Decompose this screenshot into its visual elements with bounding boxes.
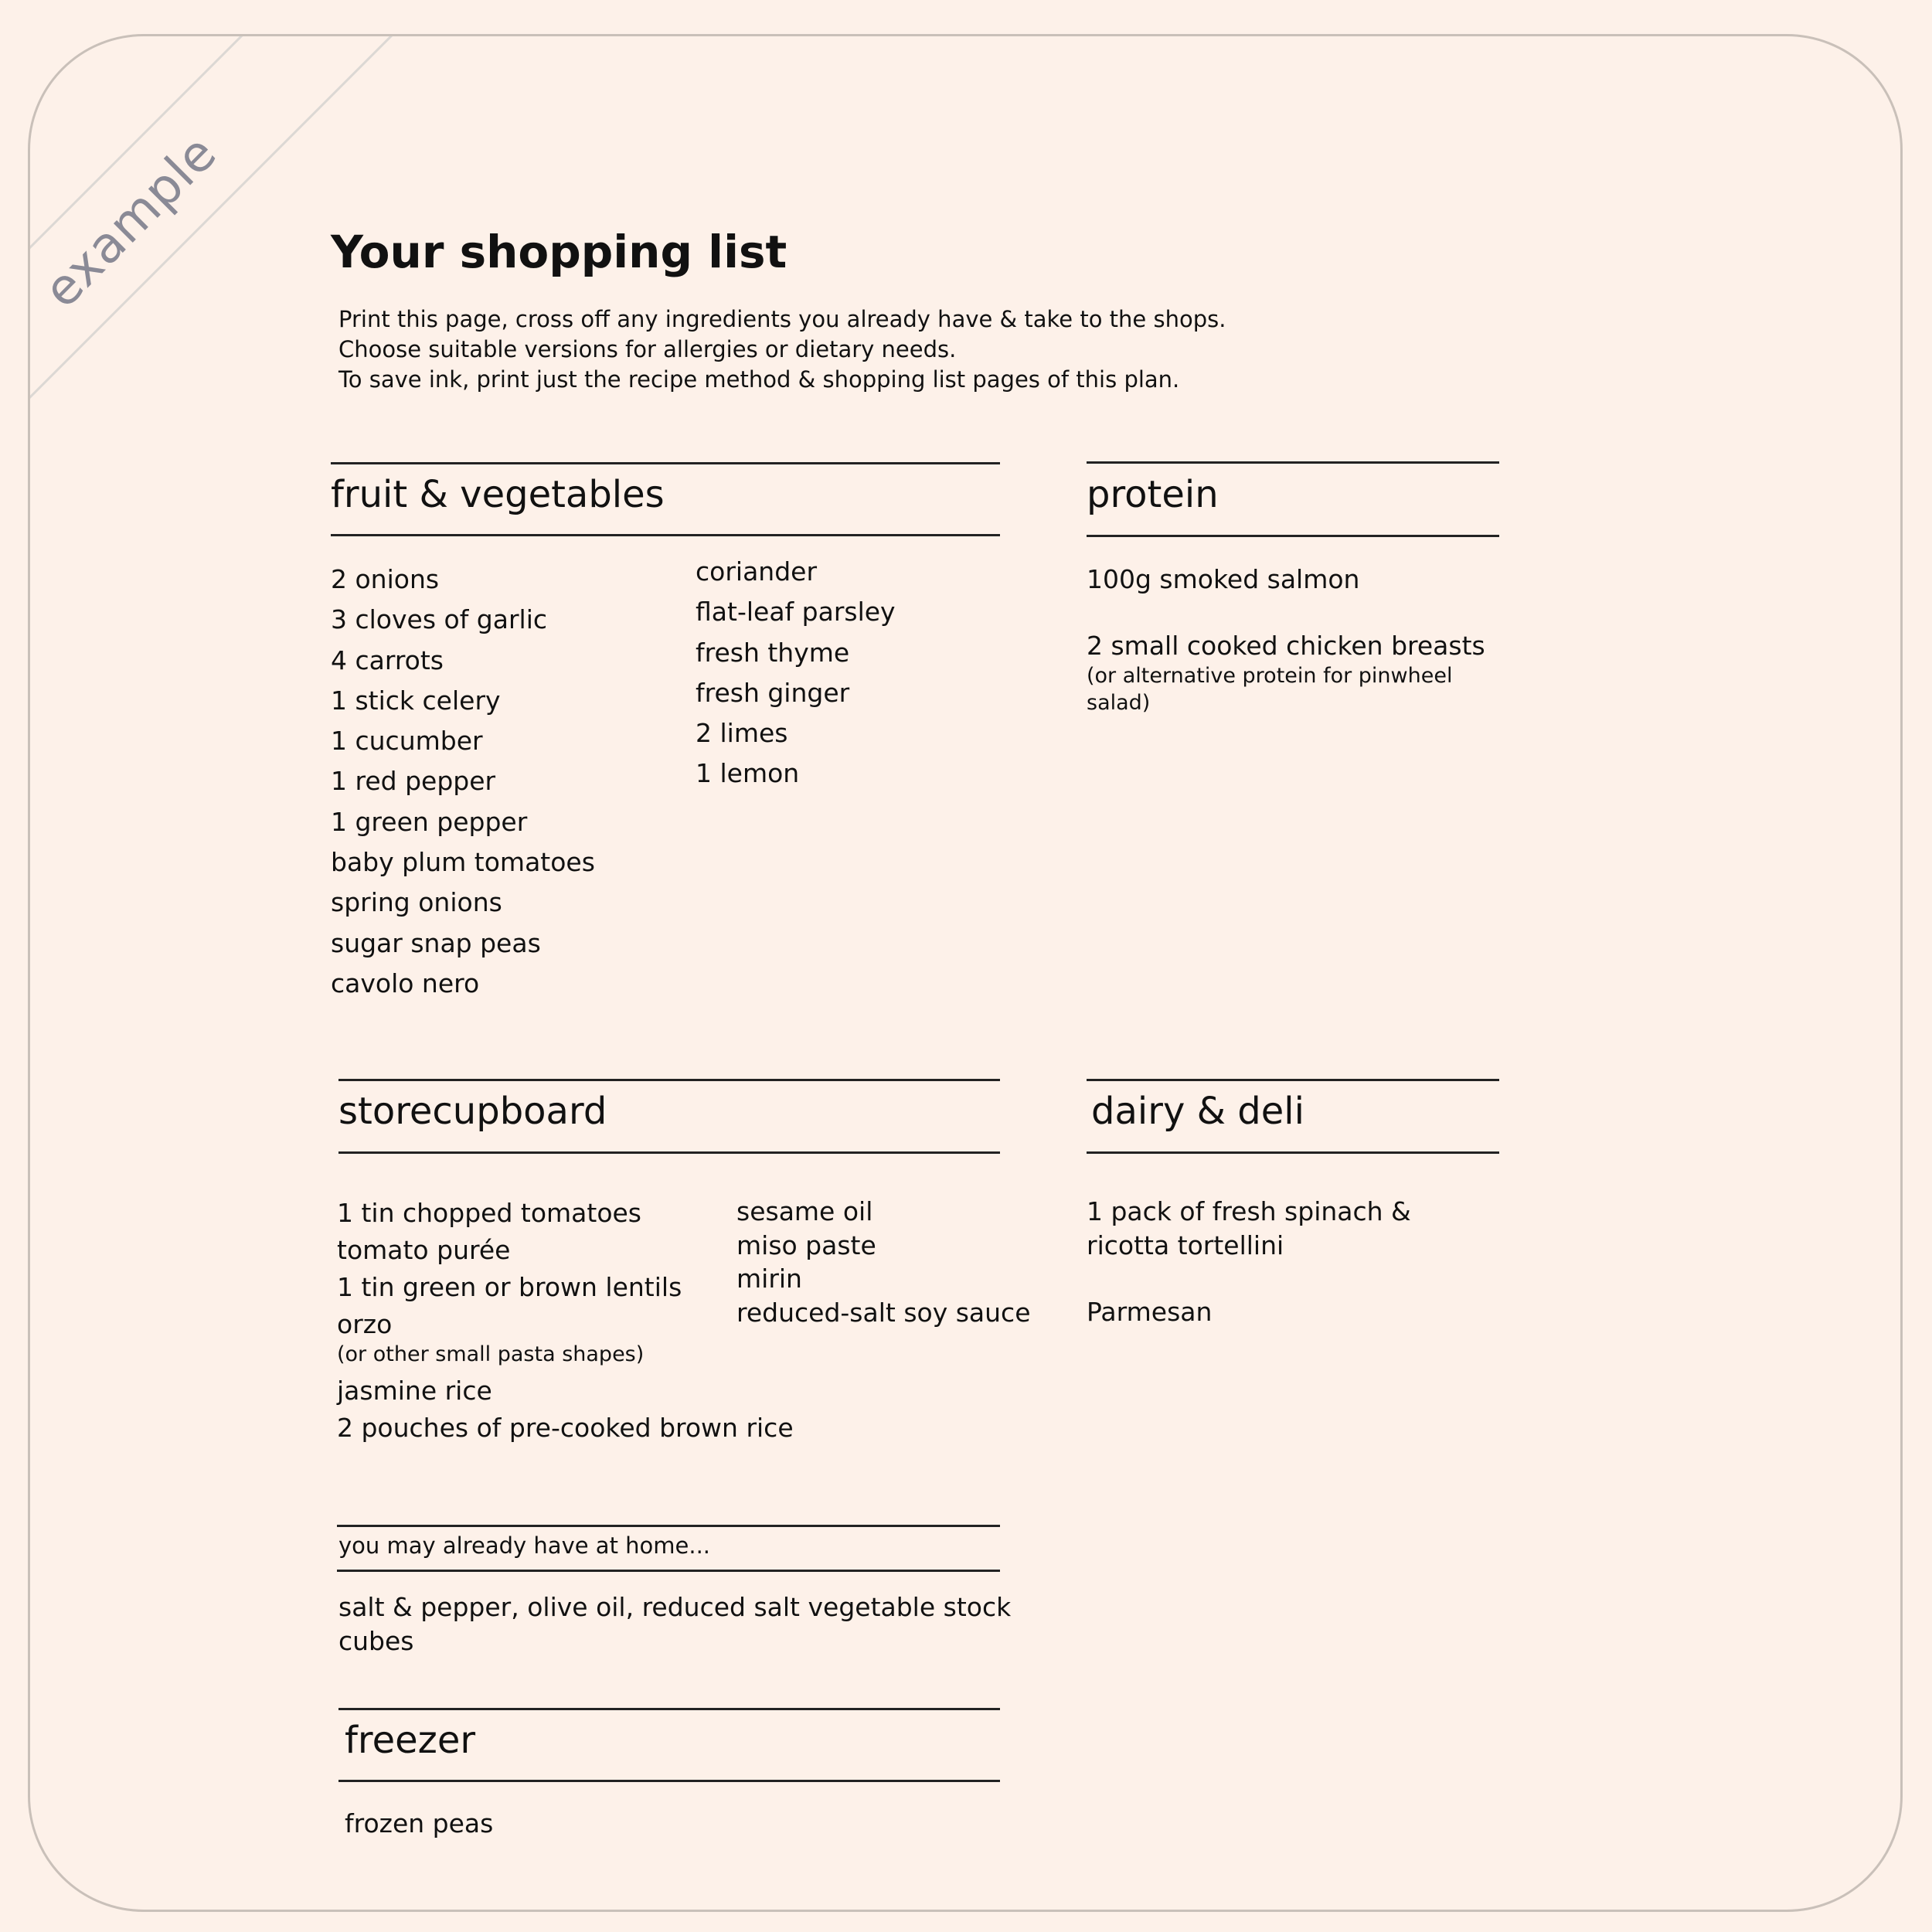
note-line: (or alternative protein for pinwheel bbox=[1087, 664, 1453, 688]
list-item: 3 cloves of garlic bbox=[331, 604, 548, 635]
list-item: 2 pouches of pre-cooked brown rice bbox=[337, 1413, 794, 1443]
list-item: 1 red pepper bbox=[331, 766, 496, 797]
section-heading-storecupboard: storecupboard bbox=[338, 1090, 607, 1133]
list-item: 2 onions bbox=[331, 564, 440, 594]
list-item: 1 green pepper bbox=[331, 806, 528, 837]
list-item: reduced-salt soy sauce bbox=[736, 1297, 1031, 1328]
divider bbox=[338, 1708, 1000, 1710]
section-heading-fruit-vegetables: fruit & vegetables bbox=[331, 473, 665, 516]
list-item: 1 tin green or brown lentils bbox=[337, 1272, 682, 1302]
intro-line: To save ink, print just the recipe method & shopping list pages of this plan. bbox=[338, 366, 1180, 393]
divider bbox=[338, 1780, 1000, 1782]
list-item: miso paste bbox=[736, 1230, 876, 1260]
list-item: 1 cucumber bbox=[331, 726, 483, 757]
list-item: spring onions bbox=[331, 887, 502, 918]
divider bbox=[338, 1151, 1000, 1154]
list-item: orzo bbox=[337, 1309, 393, 1339]
list-item: mirin bbox=[736, 1264, 802, 1294]
divider bbox=[1087, 535, 1499, 537]
list-item: flat-leaf parsley bbox=[696, 597, 896, 628]
section-heading-dairy-deli: dairy & deli bbox=[1091, 1090, 1304, 1133]
list-item: 4 carrots bbox=[331, 645, 444, 675]
list-item: 2 limes bbox=[696, 718, 788, 749]
item-line: salt & pepper, olive oil, reduced salt vegetable stock bbox=[338, 1592, 1012, 1622]
list-item: tomato purée bbox=[337, 1235, 511, 1265]
protein-item: 2 small cooked chicken breasts bbox=[1087, 631, 1485, 661]
fruit-veg-list-col1 bbox=[331, 560, 595, 1004]
storecupboard-list-col1 bbox=[337, 1195, 794, 1447]
watermark-text: example bbox=[32, 124, 229, 320]
list-item-note: (or other small pasta shapes) bbox=[337, 1342, 645, 1366]
divider bbox=[337, 1570, 1000, 1572]
page-title: Your shopping list bbox=[331, 226, 787, 278]
item-line: 1 pack of fresh spinach & bbox=[1087, 1196, 1411, 1226]
intro-line: Print this page, cross off any ingredients you already have & take to the shops. bbox=[338, 306, 1226, 332]
freezer-item: frozen peas bbox=[345, 1808, 494, 1838]
section-heading-freezer: freezer bbox=[345, 1719, 476, 1762]
storecupboard-list-col2 bbox=[736, 1195, 1031, 1329]
section-heading-protein: protein bbox=[1087, 473, 1219, 516]
note-line: salad) bbox=[1087, 691, 1151, 715]
list-item: coriander bbox=[696, 556, 818, 587]
intro-text bbox=[338, 304, 1226, 395]
divider bbox=[1087, 1151, 1499, 1154]
divider bbox=[338, 1079, 1000, 1081]
list-item: cavolo nero bbox=[331, 968, 480, 998]
divider bbox=[337, 1525, 1000, 1527]
list-item: fresh thyme bbox=[696, 637, 850, 668]
item-line: ricotta tortellini bbox=[1087, 1230, 1284, 1260]
list-item: sugar snap peas bbox=[331, 927, 541, 958]
dairy-item bbox=[1087, 1195, 1411, 1263]
list-item: 1 stick celery bbox=[331, 685, 501, 716]
divider bbox=[1087, 461, 1499, 464]
divider bbox=[331, 534, 1000, 536]
at-home-items bbox=[338, 1590, 1011, 1658]
list-item: sesame oil bbox=[736, 1196, 873, 1226]
divider bbox=[331, 462, 1000, 464]
intro-line: Choose suitable versions for allergies or dietary needs. bbox=[338, 336, 957, 362]
item-line: cubes bbox=[338, 1626, 414, 1656]
list-item: baby plum tomatoes bbox=[331, 847, 595, 878]
list-item: fresh ginger bbox=[696, 677, 850, 708]
list-item: 1 tin chopped tomatoes bbox=[337, 1198, 642, 1228]
divider bbox=[1087, 1079, 1499, 1081]
section-heading-at-home: you may already have at home... bbox=[338, 1532, 711, 1559]
dairy-item: Parmesan bbox=[1087, 1297, 1213, 1327]
fruit-veg-list-col2 bbox=[696, 552, 896, 794]
protein-item-note bbox=[1087, 662, 1452, 716]
protein-item: 100g smoked salmon bbox=[1087, 564, 1360, 594]
list-item: 1 lemon bbox=[696, 758, 800, 789]
list-item: jasmine rice bbox=[337, 1376, 492, 1406]
